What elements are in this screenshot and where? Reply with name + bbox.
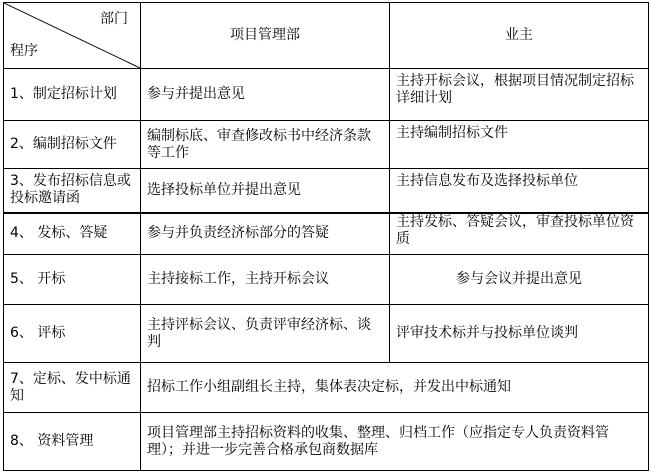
table-row [4, 213, 649, 255]
column-header-owner: 业主 [390, 3, 649, 69]
project-cell: 参与并提出意见 [141, 69, 390, 121]
step-cell: 6、 评标 [4, 305, 141, 363]
project-cell: 参与并负责经济标部分的答疑 [141, 213, 390, 255]
header-row [4, 3, 649, 69]
table-row [4, 255, 649, 305]
project-cell: 选择投标单位并提出意见 [141, 169, 390, 213]
step-cell: 2、编制招标文件 [4, 121, 141, 169]
project-cell: 主持接标工作，主持开标会议 [141, 255, 390, 305]
project-cell: 编制标底、审查修改标书中经济条款等工作 [141, 121, 390, 169]
project-cell: 主持评标会议、负责评审经济标、谈判 [141, 305, 390, 363]
owner-cell: 主持开标会议，根据项目情况制定招标详细计划 [390, 69, 649, 121]
merged-cell: 项目管理部主持招标资料的收集、整理、归档工作（应指定专人负责资料管理）；并进一步完善合格承包商数据库 [141, 413, 649, 471]
bidding-procedure-table [3, 2, 649, 471]
department-label: 部门 [100, 11, 128, 27]
table-row [4, 413, 649, 471]
step-cell: 1、制定招标计划 [4, 69, 141, 121]
owner-cell: 主持信息发布及选择投标单位 [390, 169, 649, 213]
column-header-project: 项目管理部 [141, 3, 390, 69]
table-row [4, 121, 649, 169]
table-row [4, 305, 649, 363]
owner-cell: 评审技术标并与投标单位谈判 [390, 305, 649, 363]
step-cell: 3、发布招标信息或投标邀请函 [4, 169, 141, 213]
merged-cell: 招标工作小组副组长主持，集体表决定标，并发出中标通知 [141, 363, 649, 413]
table-row [4, 169, 649, 213]
step-cell: 8、 资料管理 [4, 413, 141, 471]
table-row [4, 363, 649, 413]
table-row [4, 69, 649, 121]
step-cell: 7、定标、发中标通知 [4, 363, 141, 413]
owner-cell: 参与会议并提出意见 [390, 255, 649, 305]
procedure-label: 程序 [10, 43, 38, 59]
step-cell: 5、 开标 [4, 255, 141, 305]
step-cell: 4、 发标、答疑 [4, 213, 141, 255]
owner-cell: 主持编制招标文件 [390, 121, 649, 169]
diagonal-header-cell [4, 3, 141, 69]
owner-cell: 主持发标、答疑会议，审查投标单位资质 [390, 213, 649, 255]
